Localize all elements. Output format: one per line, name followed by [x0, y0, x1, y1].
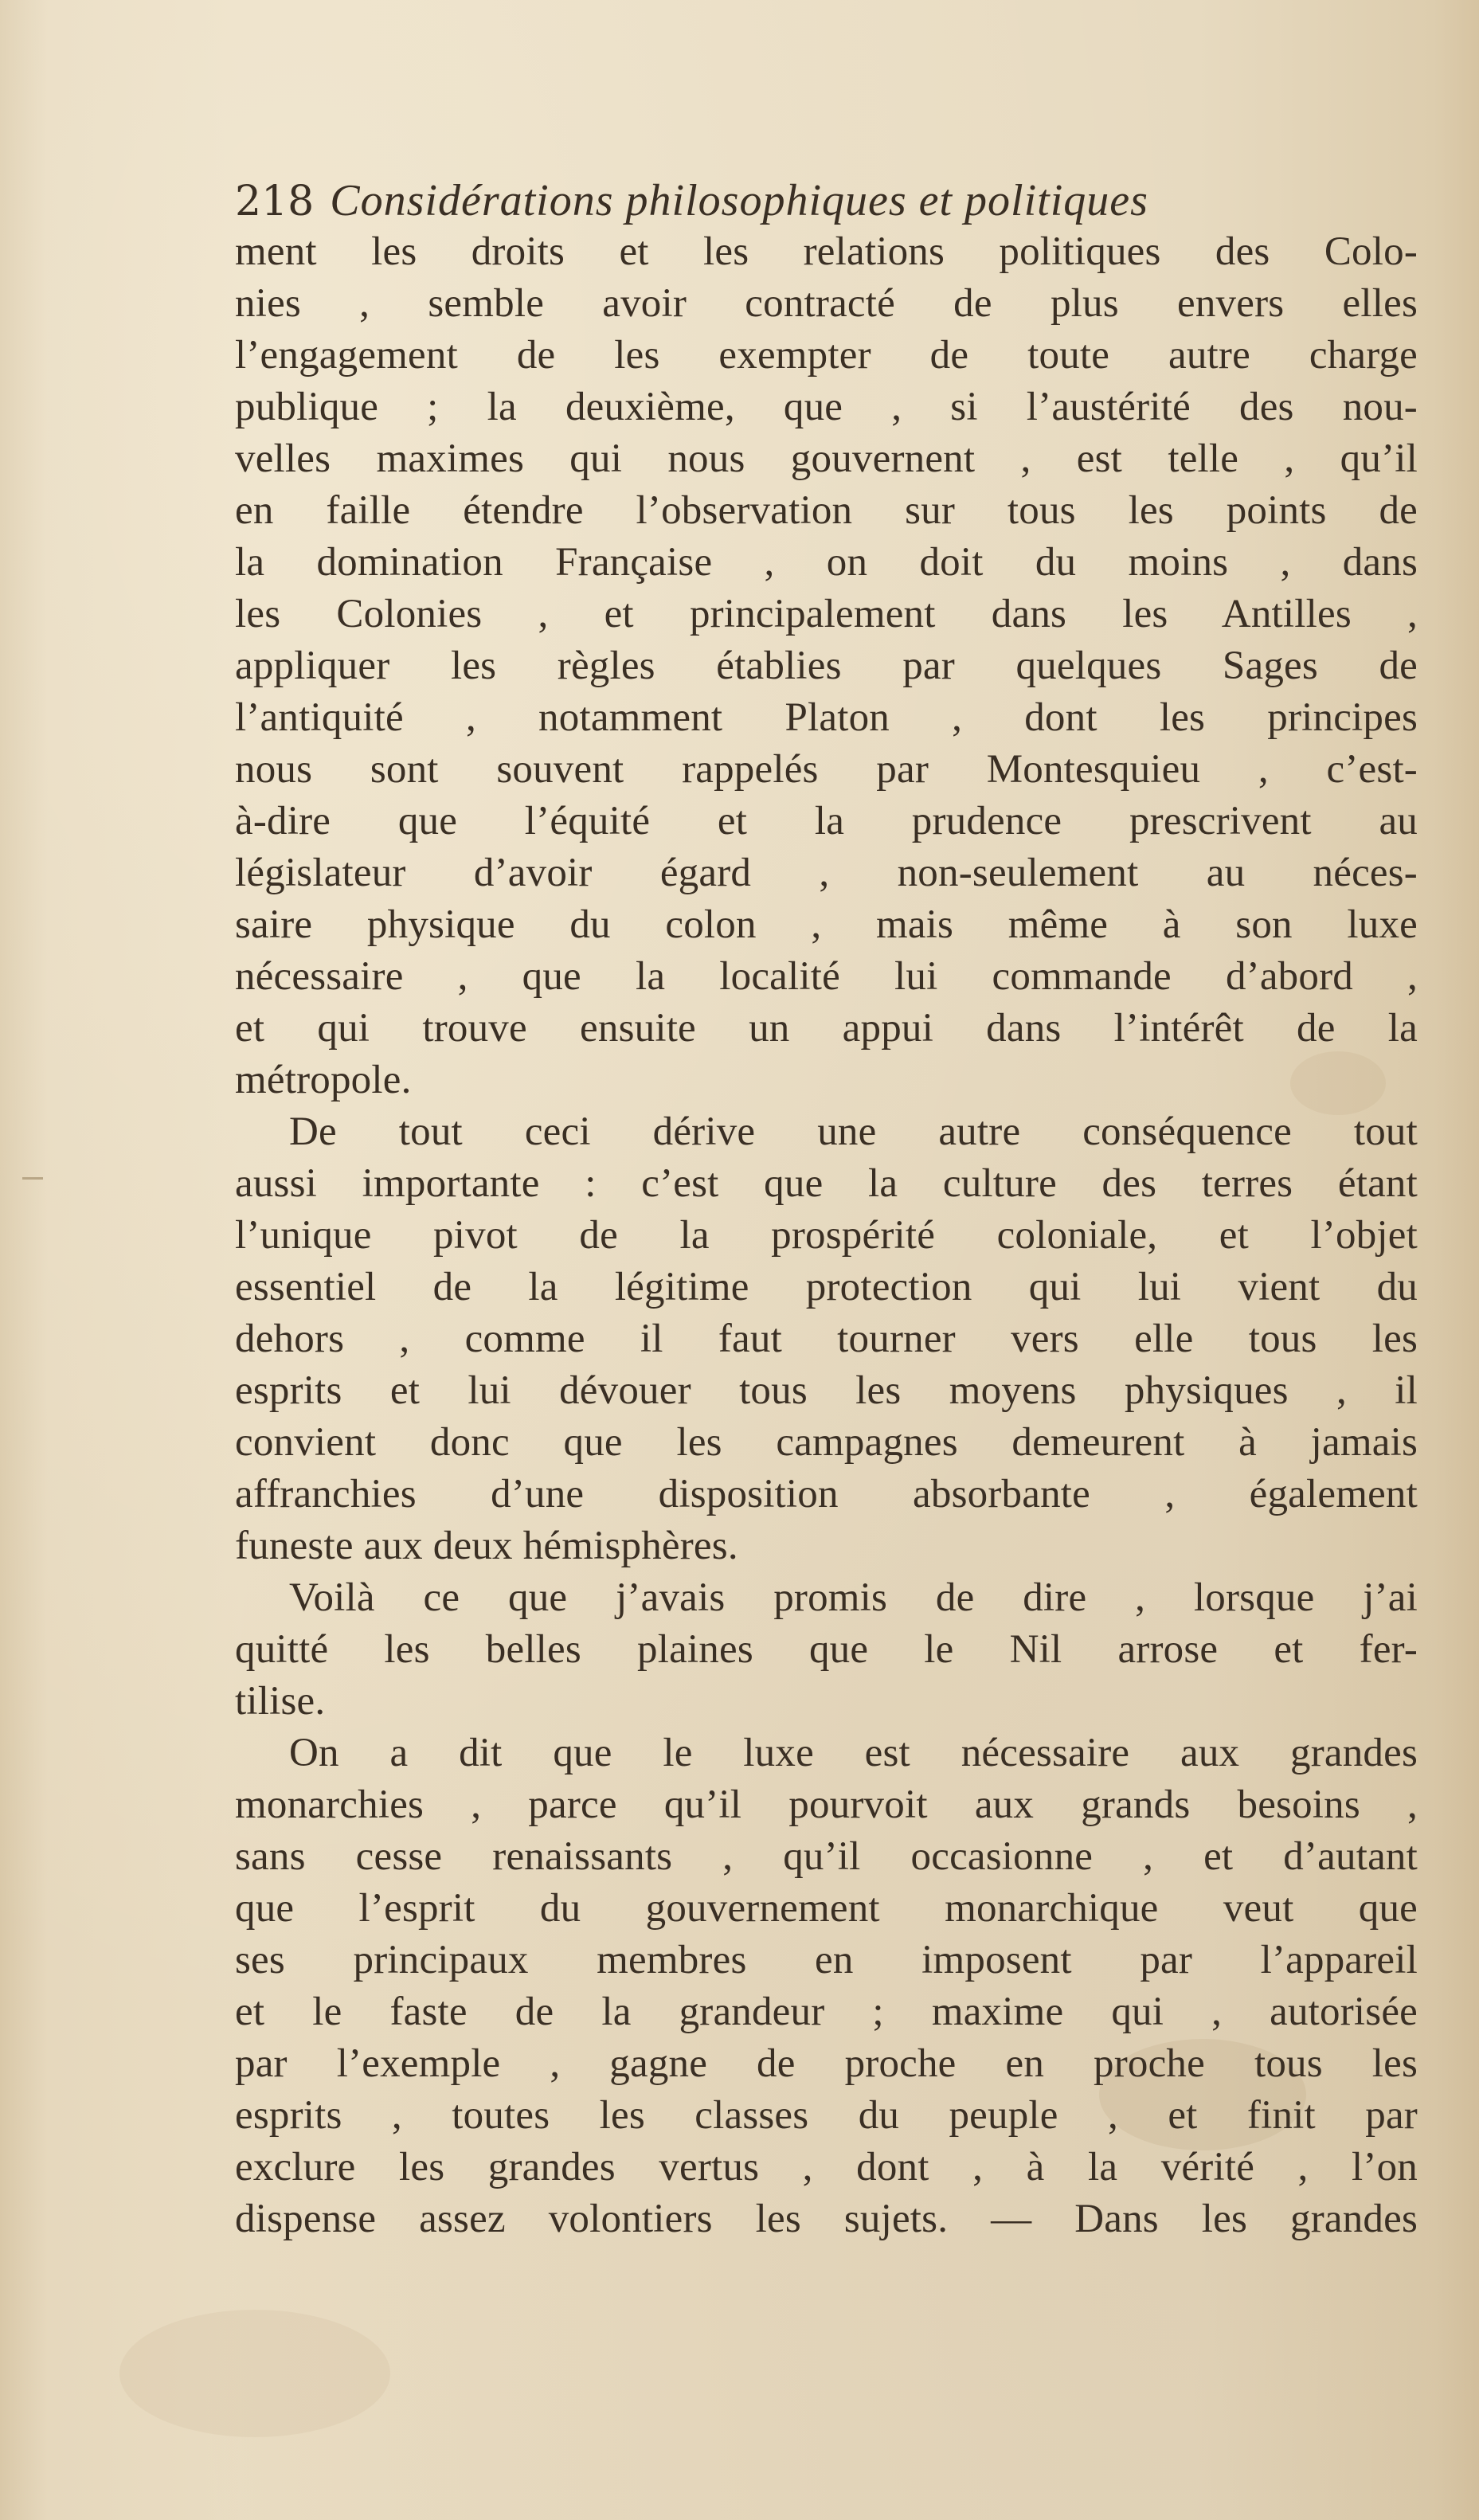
- text-line: saire physique du colon , mais même à son luxe: [235, 902, 1418, 947]
- paragraph-start: De tout ceci dérive une autre conséquence tout: [289, 1109, 1418, 1154]
- text-line: l’engagement de les exempter de toute autre charge: [235, 333, 1418, 378]
- page-number: 218: [235, 178, 315, 225]
- text-line: monarchies , parce qu’il pourvoit aux grands besoins ,: [235, 1782, 1418, 1827]
- text-line: convient donc que les campagnes demeurent à jamais: [235, 1420, 1418, 1465]
- text-line: appliquer les règles établies par quelques Sages de: [235, 644, 1418, 688]
- text-line: en faille étendre l’observation sur tous les points de: [235, 488, 1418, 533]
- text-line: la domination Française , on doit du moins , dans: [235, 540, 1418, 585]
- paragraph-start: Voilà ce que j’avais promis de dire , lorsque j’ai: [289, 1575, 1418, 1620]
- margin-mark: [22, 1177, 43, 1180]
- text-line: dehors , comme il faut tourner vers elle tous les: [235, 1317, 1418, 1361]
- text-line: et qui trouve ensuite un appui dans l’intérêt de la: [235, 1006, 1418, 1051]
- text-line: que l’esprit du gouvernement monarchique veut que: [235, 1886, 1418, 1931]
- text-line: publique ; la deuxième, que , si l’austérité des nou-: [235, 385, 1418, 429]
- text-line: quitté les belles plaines que le Nil arrose et fer-: [235, 1627, 1418, 1672]
- text-line: métropole.: [235, 1058, 412, 1102]
- text-line: essentiel de la légitime protection qui lui vient du: [235, 1265, 1418, 1309]
- text-line: l’unique pivot de la prospérité coloniale, et l’objet: [235, 1213, 1418, 1258]
- page-header: [235, 175, 1418, 226]
- text-line: esprits , toutes les classes du peuple , et finit par: [235, 2093, 1418, 2138]
- text-line: exclure les grandes vertus , dont , à la vérité , l’on: [235, 2145, 1418, 2189]
- text-line: aussi importante : c’est que la culture des terres étant: [235, 1161, 1418, 1206]
- text-line: funeste aux deux hémisphères.: [235, 1524, 738, 1568]
- text-line: l’antiquité , notamment Platon , dont les principes: [235, 695, 1418, 740]
- text-line: les Colonies , et principalement dans les Antilles ,: [235, 592, 1418, 636]
- text-line: sans cesse renaissants , qu’il occasionne , et d’autant: [235, 1834, 1418, 1879]
- text-line: esprits et lui dévouer tous les moyens physiques , il: [235, 1368, 1418, 1413]
- text-line: ses principaux membres en imposent par l’appareil: [235, 1938, 1418, 1982]
- text-line: et le faste de la grandeur ; maxime qui , autorisée: [235, 1990, 1418, 2034]
- text-line: ment les droits et les relations politiques des Colo-: [235, 229, 1418, 274]
- text-line: nous sont souvent rappelés par Montesquieu , c’est-: [235, 747, 1418, 792]
- text-line: nécessaire , que la localité lui commande d’abord ,: [235, 954, 1418, 999]
- text-line: législateur d’avoir égard , non-seulement au néces-: [235, 851, 1418, 895]
- text-line: velles maximes qui nous gouvernent , est telle , qu’il: [235, 436, 1418, 481]
- text-line: affranchies d’une disposition absorbante , également: [235, 1472, 1418, 1516]
- text-line: nies , semble avoir contracté de plus envers elles: [235, 281, 1418, 326]
- running-title: Considérations philosophiques et politiques: [330, 176, 1148, 225]
- page-text: [235, 175, 1418, 2245]
- text-line: à-dire que l’équité et la prudence prescrivent au: [235, 799, 1418, 843]
- text-line: dispense assez volontiers les sujets. — Dans les grandes: [235, 2197, 1418, 2241]
- paper-stain: [119, 2310, 390, 2437]
- paragraph-start: On a dit que le luxe est nécessaire aux grandes: [289, 1731, 1418, 1775]
- text-line: tilise.: [235, 1679, 326, 1724]
- text-line: par l’exemple , gagne de proche en proche tous les: [235, 2041, 1418, 2086]
